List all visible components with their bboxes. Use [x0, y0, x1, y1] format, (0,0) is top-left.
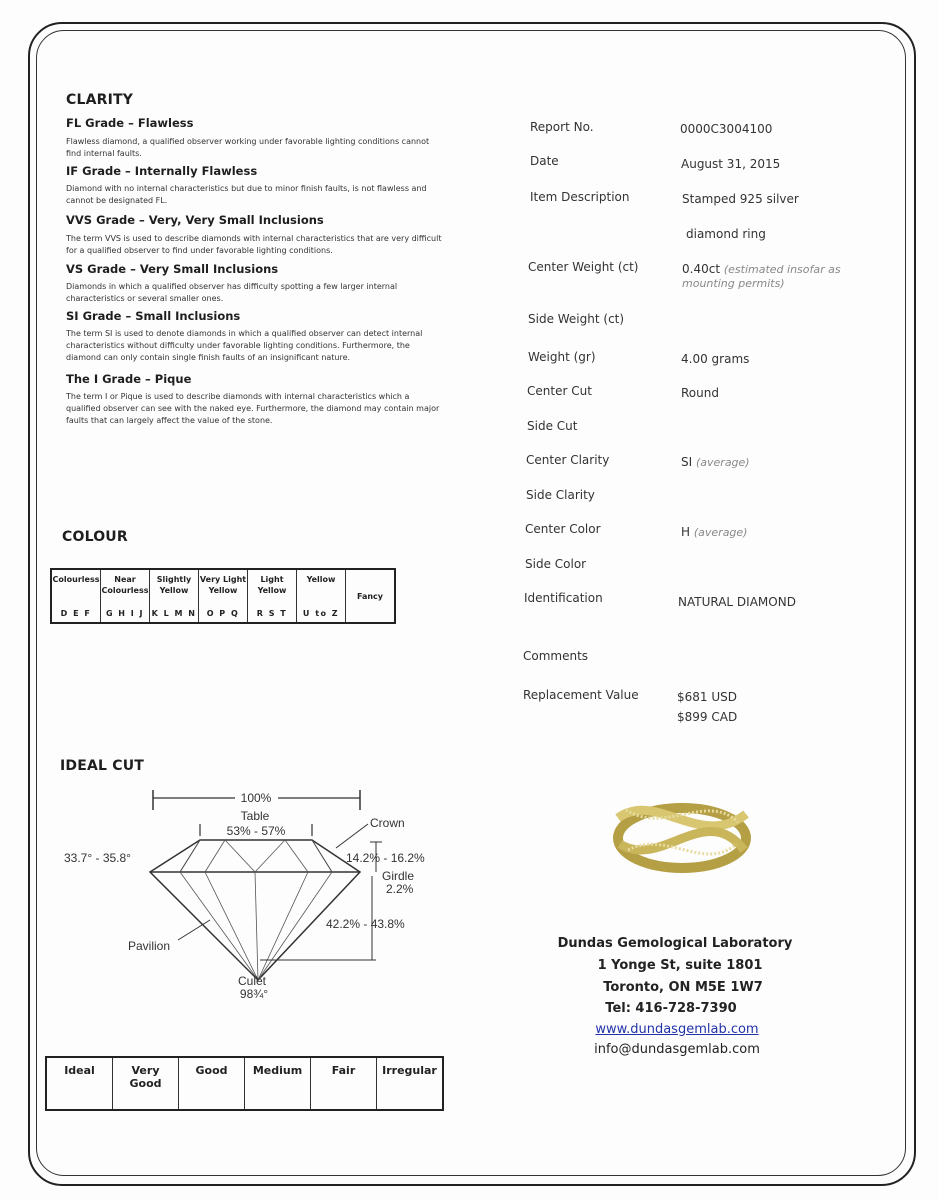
- girdle-value: 2.2%: [386, 882, 414, 896]
- total-width-label: 100%: [240, 791, 272, 805]
- cut-grade-cell: Ideal: [46, 1057, 113, 1110]
- colour-scale-table: [50, 568, 396, 624]
- grade-vs-desc: Diamonds in which a qualified observer has difficulty spotting a few larger internal characteristics or several smaller ones.: [66, 282, 398, 303]
- identification-label: Identification: [524, 591, 603, 605]
- identification-value: NATURAL DIAMOND: [678, 595, 796, 609]
- lab-name: Dundas Gemological Laboratory: [557, 936, 793, 951]
- center-weight-amount: 0.40ct: [682, 262, 721, 276]
- colour-code: U to Z: [302, 608, 340, 618]
- grade-fl-title: FL Grade – Flawless: [66, 116, 194, 130]
- grade-if-desc: Diamond with no internal characteristics but due to minor finish faults, is not flawless and cannot be designated FL.: [66, 184, 427, 205]
- crown-angle-label: 33.7° - 35.8°: [64, 851, 131, 865]
- cut-grade-cell: Good: [179, 1057, 245, 1110]
- center-weight-label: Center Weight (ct): [528, 260, 639, 274]
- colour-cell: [51, 569, 101, 623]
- girdle-label: Girdle: [382, 869, 415, 883]
- lab-address-2: Toronto, ON M5E 1W7: [603, 980, 763, 995]
- lab-phone: Tel: 416-728-7390: [605, 1001, 737, 1016]
- cut-grade-cell: Irregular: [377, 1057, 444, 1110]
- grade-si-desc: The term SI is used to denote diamonds in which a qualified observer can detect internal characteristics without difficulty under favorable lighting conditions. Furthermore, the diamond can only contain single finish faults of an insignificant nature.: [66, 329, 423, 362]
- lab-website-link[interactable]: www.dundasgemlab.com: [595, 1022, 759, 1037]
- colour-name: Near Colourless: [101, 574, 149, 595]
- colour-name: Yellow: [306, 574, 336, 584]
- colour-code: O P Q: [206, 608, 240, 618]
- pavilion-label: Pavilion: [128, 939, 171, 953]
- weight-value: 4.00 grams: [681, 352, 750, 366]
- culet-label: Culet: [237, 974, 267, 988]
- crown-label: Crown: [370, 816, 405, 830]
- item-description-value: Stamped 925 silver: [682, 192, 799, 206]
- center-weight-note: (estimated insofar as mounting permits): [682, 263, 841, 290]
- date-label: Date: [530, 154, 559, 168]
- ideal-cut-heading: IDEAL CUT: [60, 758, 145, 774]
- colour-cell: [297, 569, 346, 623]
- culet-value: 98¾°: [239, 987, 269, 1001]
- cut-grade-table: [45, 1056, 444, 1111]
- item-description-value-2: diamond ring: [686, 227, 766, 241]
- center-clarity-value: [681, 455, 750, 469]
- center-clarity-label: Center Clarity: [526, 453, 610, 467]
- lab-address-1: 1 Yonge St, suite 1801: [597, 958, 763, 973]
- grade-si-title: SI Grade – Small Inclusions: [66, 309, 241, 323]
- grade-vvs-title: VVS Grade – Very, Very Small Inclusions: [66, 213, 324, 227]
- colour-name: Colourless: [52, 574, 100, 584]
- center-weight-value: [682, 262, 852, 290]
- replacement-value-label: Replacement Value: [523, 688, 639, 702]
- colour-cell: [248, 569, 297, 623]
- center-cut-value: Round: [681, 386, 719, 400]
- cut-grade-cell: Medium: [245, 1057, 311, 1110]
- grade-i-title: The I Grade – Pique: [66, 372, 192, 386]
- clarity-heading: CLARITY: [66, 92, 134, 108]
- report-no-label: Report No.: [530, 120, 594, 134]
- center-color-label: Center Color: [525, 522, 601, 536]
- side-cut-label: Side Cut: [527, 419, 578, 433]
- ring-photo: [606, 780, 754, 880]
- center-color-note: (average): [693, 526, 748, 539]
- cut-grade-cell: Fair: [311, 1057, 377, 1110]
- comments-label: Comments: [523, 649, 589, 663]
- weight-label: Weight (gr): [528, 350, 596, 364]
- grade-fl-desc: Flawless diamond, a qualified observer working under favorable lighting conditions cannot find internal faults.: [66, 137, 430, 158]
- colour-code: R S T: [256, 608, 288, 618]
- colour-cell: [101, 569, 150, 623]
- replacement-value-cad: $899 CAD: [677, 710, 738, 724]
- colour-name: Light Yellow: [257, 574, 287, 595]
- report-no-value: 0000C3004100: [680, 122, 773, 136]
- replacement-value-usd: $681 USD: [677, 690, 737, 704]
- grade-if-title: IF Grade – Internally Flawless: [66, 164, 258, 178]
- center-color-grade: H: [681, 525, 691, 539]
- colour-name: Very Light Yellow: [199, 574, 247, 595]
- pavilion-depth-label: 42.2% - 43.8%: [326, 917, 405, 931]
- crown-height-label: 14.2% - 16.2%: [346, 851, 425, 865]
- colour-cell: [199, 569, 248, 623]
- side-color-label: Side Color: [525, 557, 587, 571]
- colour-name: Fancy: [356, 591, 384, 601]
- lab-email: info@dundasgemlab.com: [594, 1042, 760, 1057]
- colour-heading: COLOUR: [62, 529, 128, 545]
- date-value: August 31, 2015: [681, 157, 781, 171]
- colour-code: G H I J: [105, 608, 145, 618]
- colour-cell: [346, 569, 396, 623]
- center-cut-label: Center Cut: [527, 384, 592, 398]
- side-clarity-label: Side Clarity: [526, 488, 595, 502]
- grade-vs-title: VS Grade – Very Small Inclusions: [66, 262, 279, 276]
- colour-code: K L M N: [151, 608, 197, 618]
- colour-cell: [150, 569, 199, 623]
- item-description-label: Item Description: [530, 190, 630, 204]
- table-label: Table: [240, 809, 270, 823]
- center-color-value: [681, 525, 747, 539]
- cut-grade-cell: Very Good: [113, 1057, 179, 1110]
- side-weight-label: Side Weight (ct): [528, 312, 625, 326]
- colour-name: Slightly Yellow: [156, 574, 192, 595]
- diamond-proportions-diagram: [50, 780, 450, 1010]
- grade-i-desc: The term I or Pique is used to describe diamonds with internal characteristics which a qualified observer can see with the naked eye. Furthermore, the diamond may contain major faults that can largely affect the value of the stone.: [66, 392, 440, 425]
- colour-code: D E F: [60, 608, 92, 618]
- center-clarity-note: (average): [695, 456, 750, 469]
- center-clarity-grade: SI: [681, 455, 693, 469]
- grade-vvs-desc: The term VVS is used to describe diamonds with internal characteristics that are very difficult for a qualified observer to find under favorable lighting conditions.: [66, 234, 442, 255]
- table-range-label: 53% - 57%: [226, 824, 286, 838]
